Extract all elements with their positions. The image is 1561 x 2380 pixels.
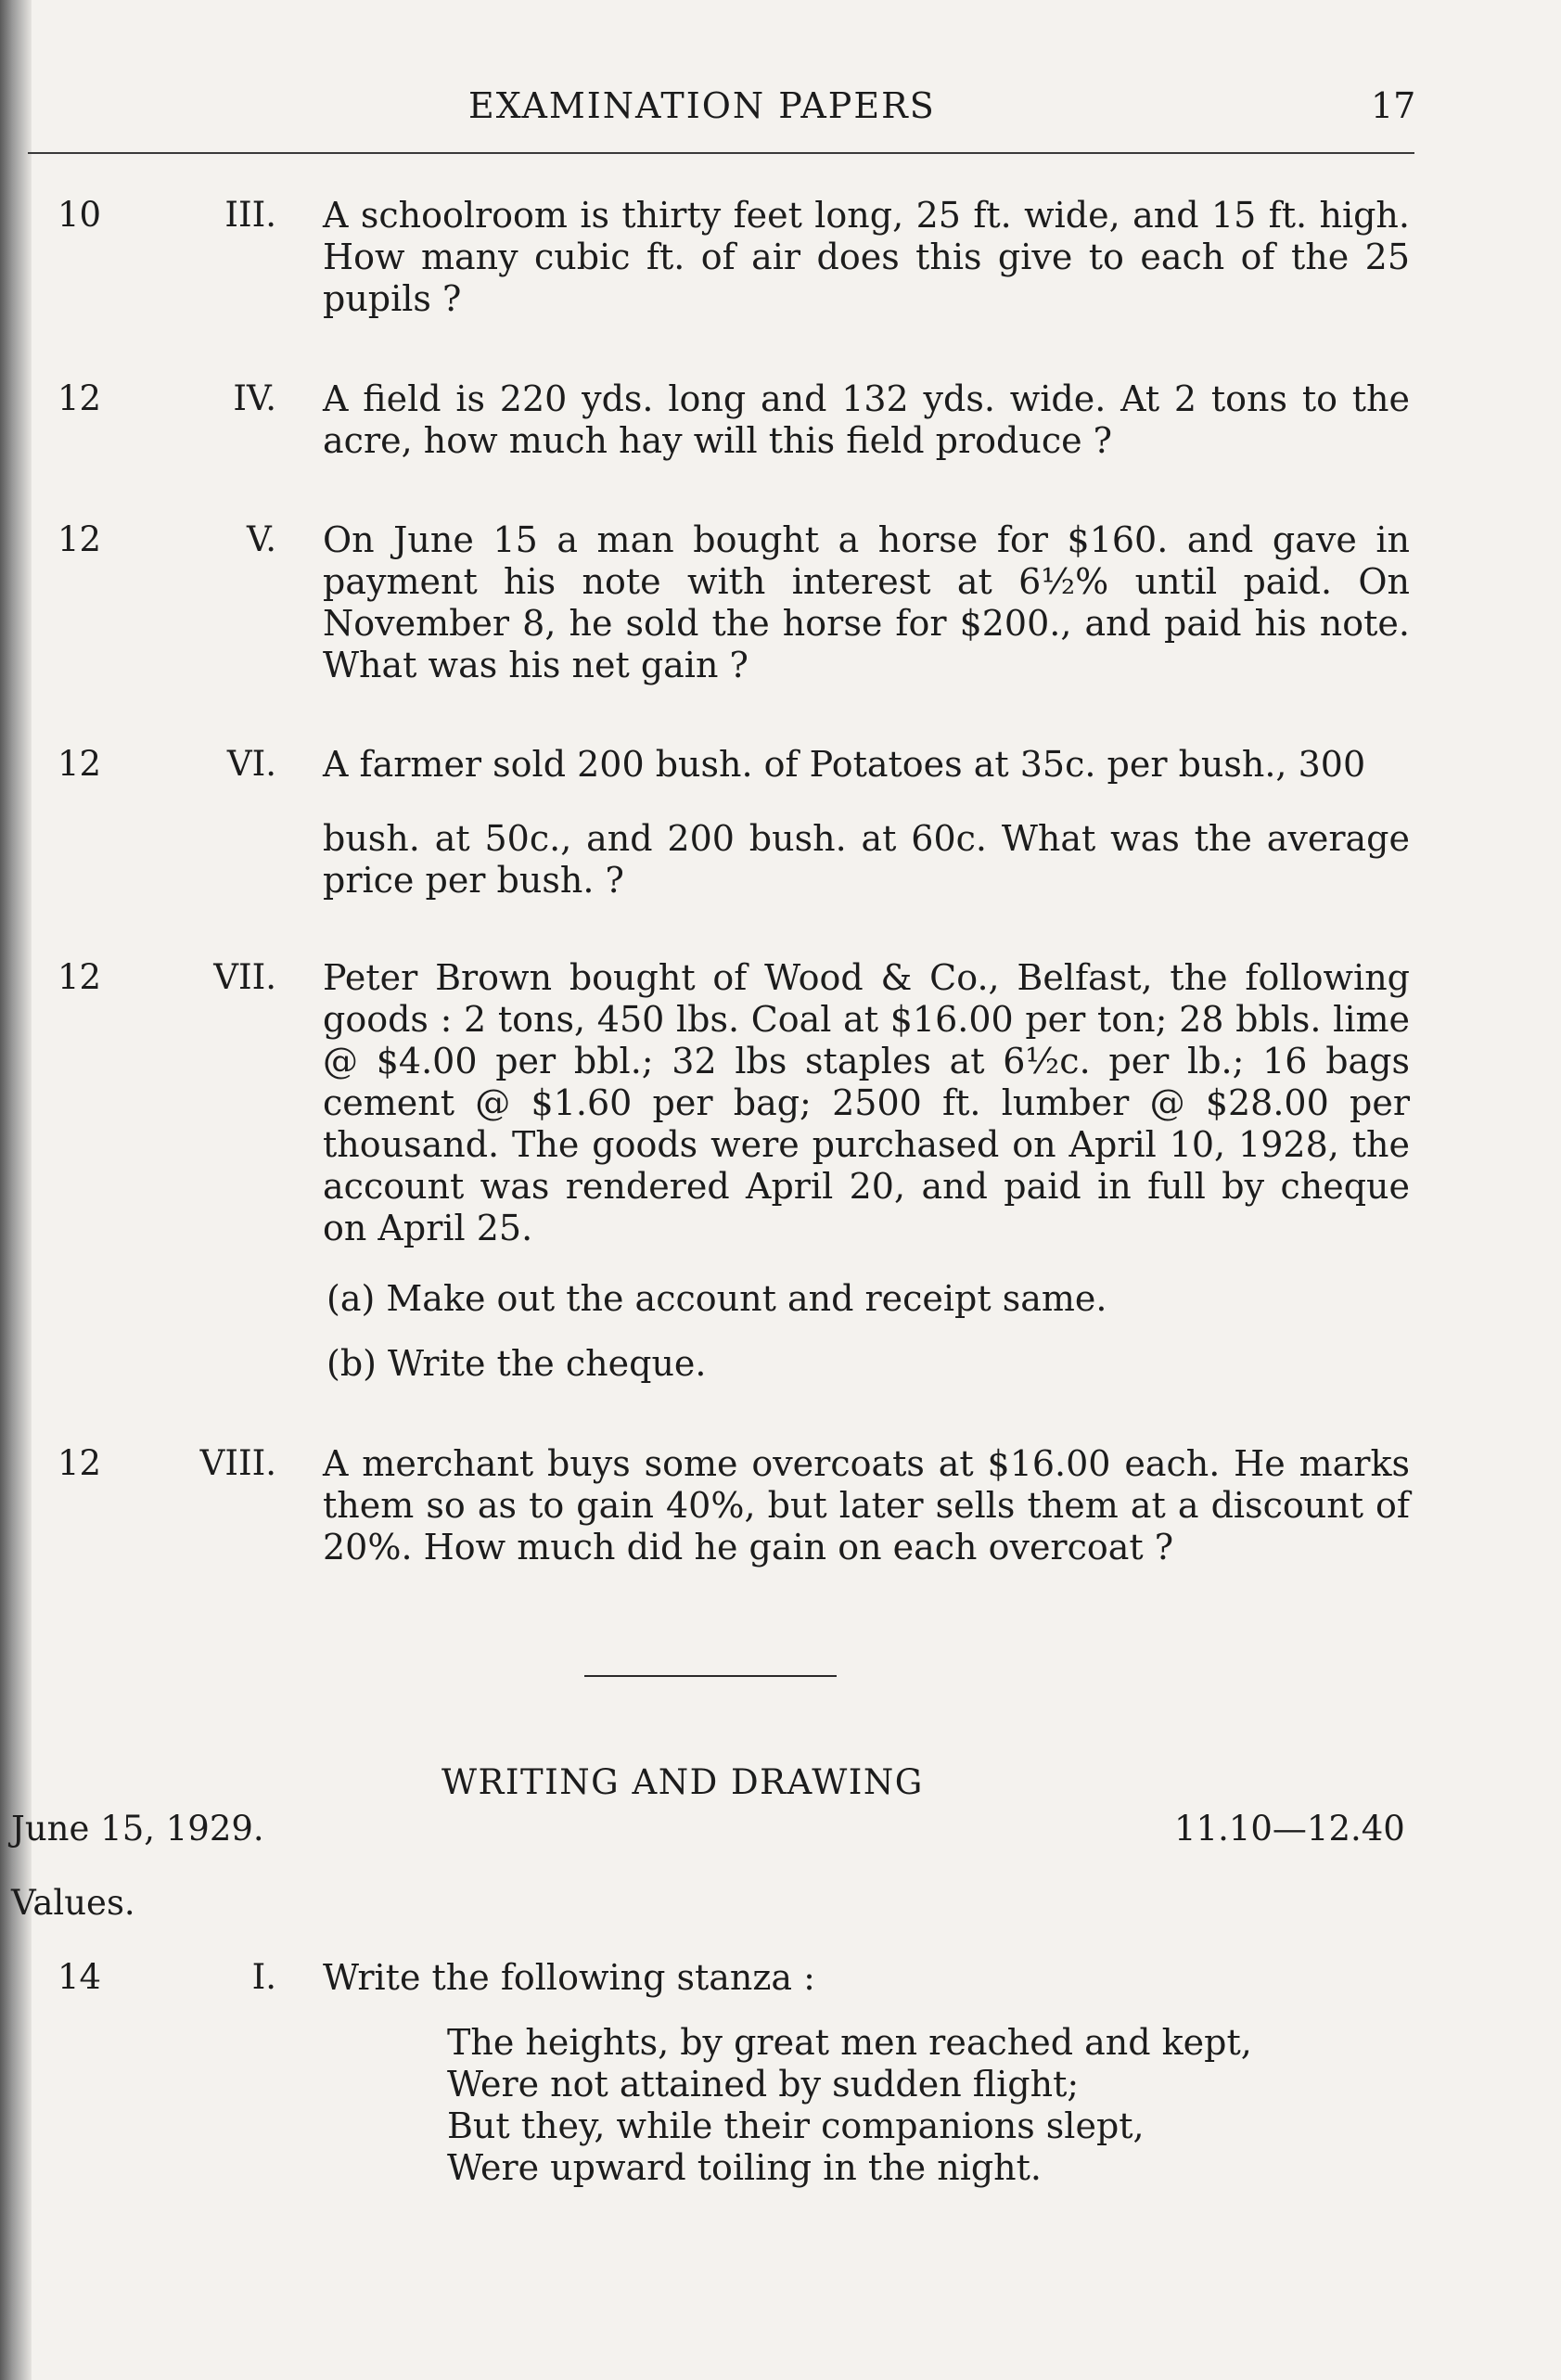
values-label: Values. [11,1883,135,1923]
question-value: 10 [58,195,102,235]
question-value: 14 [58,1957,102,1997]
question-numeral: VI. [226,744,276,784]
question-value: 12 [58,957,102,997]
section-title: WRITING AND DRAWING [441,1762,924,1802]
question-numeral: I. [251,1957,276,1997]
question-numeral: VII. [213,957,276,997]
section-divider [584,1675,837,1677]
question-text-continued: bush. at 50c., and 200 bush. at 60c. What was the average price per bush. ? [323,818,1410,901]
stanza-line: Were not attained by sudden flight; [447,2064,1080,2105]
question-part-a: (a) Make out the account and receipt same. [326,1278,1107,1319]
question-text-line1: A farmer sold 200 bush. of Potatoes at 35c. per bush., 300 [323,744,1366,785]
question-value: 12 [58,744,102,784]
question-numeral: III. [224,195,276,235]
question-value: 12 [58,1443,102,1483]
stanza [447,2022,1252,2189]
header-rule [28,152,1414,154]
question-value: 12 [58,378,102,418]
stanza-line: The heights, by great men reached and kept, [447,2022,1252,2063]
question-numeral: V. [246,519,276,559]
question-part-b: (b) Write the cheque. [326,1343,707,1384]
running-title: EXAMINATION PAPERS [468,85,936,126]
stanza-line: Were upward toiling in the night. [447,2147,1043,2188]
question-text: A schoolroom is thirty feet long, 25 ft. wide, and 15 ft. high. How many cubic ft. of air does this give to each of the 25 pupils ? [323,195,1410,319]
page-number: 17 [1371,85,1416,126]
stanza-line: But they, while their companions slept, [447,2105,1145,2146]
book-spine-shadow [0,0,32,2380]
question-text: A merchant buys some overcoats at $16.00 each. He marks them so as to gain 40%, but later sells them at a discount of 20%. How much did he gain on each overcoat ? [323,1443,1410,1567]
exam-date: June 15, 1929. [11,1809,264,1849]
question-text: Peter Brown bought of Wood & Co., Belfast, the following goods : 2 tons, 450 lbs. Coal at $16.00 per ton; 28 bbls. lime @ $4.00 per bbl.; 32 lbs staples at 6½c. per lb.; 16 bags cement @ $1.60 per bag; 2500 ft. lumber @ $28.00 per thousand. The goods were purchased on April 10, 1928, the account was rendered April 20, and paid in full by cheque on April 25. [323,957,1410,1248]
question-numeral: VIII. [199,1443,276,1483]
question-text: On June 15 a man bought a horse for $160. and gave in payment his note with interest at 6½% until paid. On November 8, he sold the horse for $200., and paid his note. What was his net gain ? [323,519,1410,685]
question-value: 12 [58,519,102,559]
question-text: A field is 220 yds. long and 132 yds. wide. At 2 tons to the acre, how much hay will this field produce ? [323,378,1410,461]
page-header [0,85,1561,141]
question-numeral: IV. [233,378,276,418]
exam-time: 11.10—12.40 [1174,1809,1405,1849]
question-text: Write the following stanza : [323,1957,815,1998]
